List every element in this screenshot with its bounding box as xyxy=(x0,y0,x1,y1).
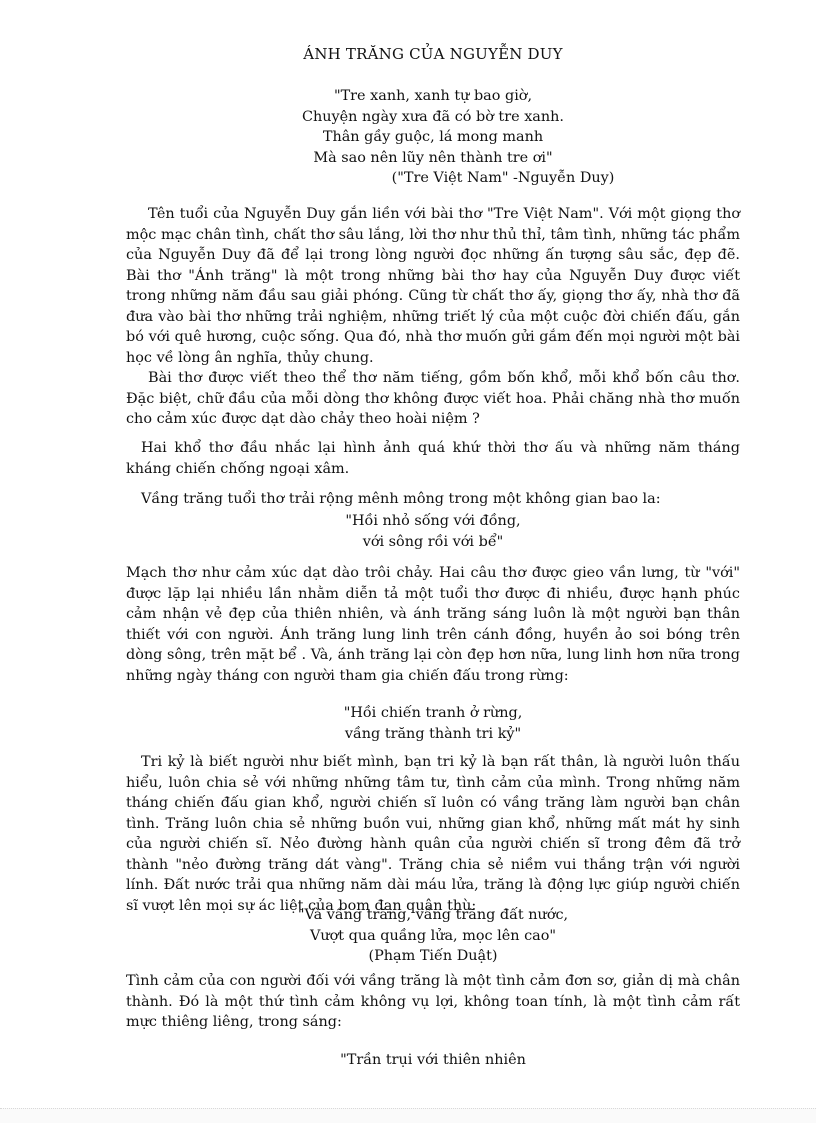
paragraph-4: Vầng trăng tuổi thơ trải rộng mênh mông trong một không gian bao la: xyxy=(141,491,661,507)
poem-line: "Hồi chiến tranh ở rừng, xyxy=(343,705,523,721)
paragraph-5: Mạch thơ như cảm xúc dạt dào trôi chảy. Hai câu thơ được gieo vần lưng, từ "với" được lặp lại nhiều lần nhằm diễn tả một tuổi thơ được đi nhiều, được hạnh phúc cảm nhận vẻ đẹp của thiên nhiên, và ánh trăng sáng luôn là một người bạn thân thiết với con người. Ánh trăng lung linh trên cánh đồng, huyền ảo soi bóng trên dòng sông, trên mặt bể . Và, ánh trăng lại còn đẹp hơn nữa, lung linh hơn nữa trong những ngày tháng con người tham gia chiến đấu trong rừng: xyxy=(126,565,740,684)
poem-line: "Hồi nhỏ sống với đồng, xyxy=(345,513,521,529)
quote-stanza-2 xyxy=(126,703,740,744)
poem-line: "Và vầng trăng, vầng trăng đất nước, xyxy=(297,907,569,923)
paragraph-1: Tên tuổi của Nguyễn Duy gắn liền với bài thơ "Tre Việt Nam". Với một giọng thơ mộc mạc chân tình, chất thơ sâu lắng, lời thơ như thủ thỉ, tâm tình, những tác phẩm của Nguyễn Duy đã để lại trong lòng người đọc những ấn tượng sâu sắc, đẹp đẽ. Bài thơ "Ánh trăng" là một trong những bài thơ hay của Nguyễn Duy được viết trong những năm đầu sau giải phóng. Cũng từ chất thơ ấy, giọng thơ ấy, nhà thơ đã đưa vào bài thơ những trải nghiệm, những triết lý của một cuộc đời chiến đấu, gắn bó với quê hương, cuộc sống. Qua đó, nhà thơ muốn gửi gắm đến mọi người một bài học về lòng ân nghĩa, thủy chung. xyxy=(126,206,740,366)
paragraph-3: Hai khổ thơ đầu nhắc lại hình ảnh quá khứ thời thơ ấu và những năm tháng kháng chiến chống ngoại xâm. xyxy=(126,440,740,477)
quote-stanza-4 xyxy=(126,1050,740,1071)
poem-line: với sông rồi với bể" xyxy=(362,533,504,550)
poem-line: Chuyện ngày xưa đã có bờ tre xanh. xyxy=(301,108,564,125)
page-bottom-edge xyxy=(0,1108,816,1123)
poem-line: vầng trăng thành tri kỷ" xyxy=(344,725,522,742)
quote-source: (Phạm Tiến Duật) xyxy=(368,948,498,964)
epigraph-poem xyxy=(126,86,740,189)
paragraph-2: Bài thơ được viết theo thể thơ năm tiếng, gồm bốn khổ, mỗi khổ bốn câu thơ. Đặc biệt, chữ đầu của mỗi dòng thơ không được viết hoa. Phải chăng nhà thơ muốn cho cảm xúc được dạt dào chảy theo hoài niệm ? xyxy=(126,370,740,427)
paragraph-6: Tri kỷ là biết người như biết mình, bạn tri kỷ là bạn rất thân, là người luôn thấu hiểu, luôn chia sẻ với những những tâm tư, tình cảm của mình. Trong những năm tháng chiến đấu gian khổ, người chiến sĩ luôn có vầng trăng làm người bạn chân tình. Trăng luôn chia sẻ những buồn vui, những gian khổ, những mất mát hy sinh của người chiến sĩ. Nẻo đường hành quân của người chiến sĩ trong đêm đã trở thành "nẻo đường trăng dát vàng". Trăng chia sẻ niềm vui thắng trận với người lính. Đất nước trải qua những năm dài máu lửa, trăng là động lực giúp người chiến sĩ vượt lên mọi sự ác liệt của bom đạn quân thù: xyxy=(126,754,740,914)
quote-stanza-1 xyxy=(126,511,740,552)
poem-line: Vượt qua quầng lửa, mọc lên cao" xyxy=(309,927,557,944)
quote-stanza-3 xyxy=(126,905,740,967)
page-title: ÁNH TRĂNG CỦA NGUYỄN DUY xyxy=(303,45,563,63)
poem-line: Mà sao nên lũy nên thành tre ơi" xyxy=(313,149,553,166)
poem-line: "Tre xanh, xanh tự bao giờ, xyxy=(333,88,533,104)
poem-line: "Trần trụi với thiên nhiên xyxy=(340,1052,526,1068)
epigraph-source: ("Tre Việt Nam" -Nguyễn Duy) xyxy=(391,170,615,186)
poem-line: Thân gầy guộc, lá mong manh xyxy=(322,129,544,145)
paragraph-7: Tình cảm của con người đối với vầng trăng là một tình cảm đơn sơ, giản dị mà chân thành. Đó là một thứ tình cảm không vụ lợi, không toan tính, là một tình cảm rất mực thiêng liêng, trong sáng: xyxy=(126,973,740,1030)
